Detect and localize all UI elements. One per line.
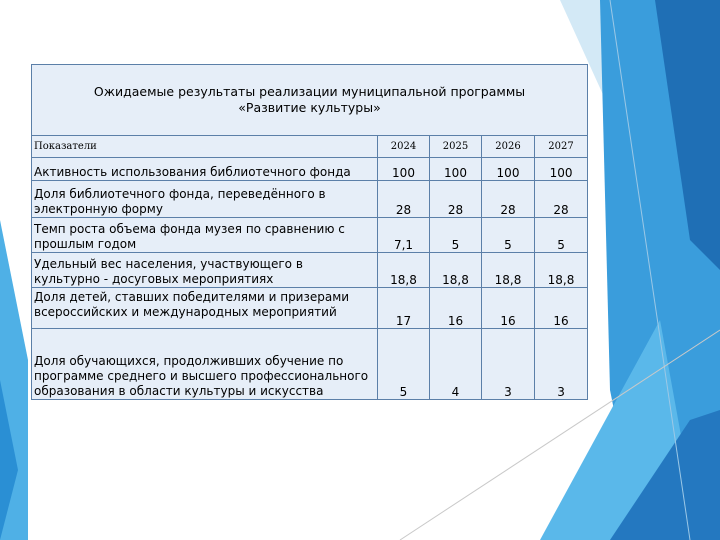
indicator-text: Доля обучающихся, продолживших обучение по <box>34 354 344 368</box>
indicator-text: Удельный вес населения, участвующего в <box>34 257 303 271</box>
table-header-row <box>32 136 588 158</box>
indicator-cell <box>32 181 378 218</box>
value-cell: 28 <box>378 181 430 218</box>
value-cell: 18,8 <box>430 253 482 288</box>
table-row <box>32 288 588 329</box>
value-cell: 100 <box>535 158 588 181</box>
indicator-cell <box>32 329 378 400</box>
value-cell: 5 <box>378 329 430 400</box>
value-cell: 5 <box>430 218 482 253</box>
table-title-line: «Развитие культуры» <box>238 100 381 115</box>
indicator-text: образования в области культуры и искусства <box>34 384 324 398</box>
indicator-text: программе среднего и высшего профессионального <box>34 369 369 383</box>
table-row <box>32 218 588 253</box>
header-indicator: Показатели <box>32 136 378 158</box>
value-cell: 28 <box>430 181 482 218</box>
results-table <box>31 64 588 400</box>
header-year: 2027 <box>535 136 588 158</box>
table-row <box>32 329 588 400</box>
indicator-text: Активность использования библиотечного фонда <box>34 165 351 179</box>
header-year: 2026 <box>482 136 535 158</box>
header-year: 2024 <box>378 136 430 158</box>
value-cell: 18,8 <box>535 253 588 288</box>
indicator-cell <box>32 288 378 329</box>
table-row <box>32 158 588 181</box>
indicator-cell <box>32 218 378 253</box>
indicator-text: Доля детей, ставших победителями и призерами <box>34 290 350 304</box>
value-cell: 16 <box>482 288 535 329</box>
value-cell: 16 <box>430 288 482 329</box>
value-cell: 100 <box>378 158 430 181</box>
value-cell: 7,1 <box>378 218 430 253</box>
value-cell: 5 <box>482 218 535 253</box>
indicator-text: Темп роста объема фонда музея по сравнению с <box>34 222 345 236</box>
table-title-line: Ожидаемые результаты реализации муниципальной программы <box>93 84 526 99</box>
indicator-text: Доля библиотечного фонда, переведённого в <box>34 187 326 201</box>
table-row <box>32 181 588 218</box>
table-title <box>32 65 588 136</box>
value-cell: 4 <box>430 329 482 400</box>
value-cell: 5 <box>535 218 588 253</box>
value-cell: 16 <box>535 288 588 329</box>
value-cell: 28 <box>482 181 535 218</box>
value-cell: 28 <box>535 181 588 218</box>
value-cell: 100 <box>482 158 535 181</box>
indicator-text: всероссийских и международных мероприятий <box>34 305 337 319</box>
indicator-cell <box>32 158 378 181</box>
table-row <box>32 253 588 288</box>
value-cell: 3 <box>482 329 535 400</box>
value-cell: 3 <box>535 329 588 400</box>
value-cell: 100 <box>430 158 482 181</box>
value-cell: 18,8 <box>482 253 535 288</box>
indicator-cell <box>32 253 378 288</box>
indicator-text: культурно - досуговых мероприятиях <box>34 272 274 286</box>
indicator-text: прошлым годом <box>34 237 137 251</box>
indicator-text: электронную форму <box>34 202 163 216</box>
value-cell: 17 <box>378 288 430 329</box>
header-year: 2025 <box>430 136 482 158</box>
value-cell: 18,8 <box>378 253 430 288</box>
